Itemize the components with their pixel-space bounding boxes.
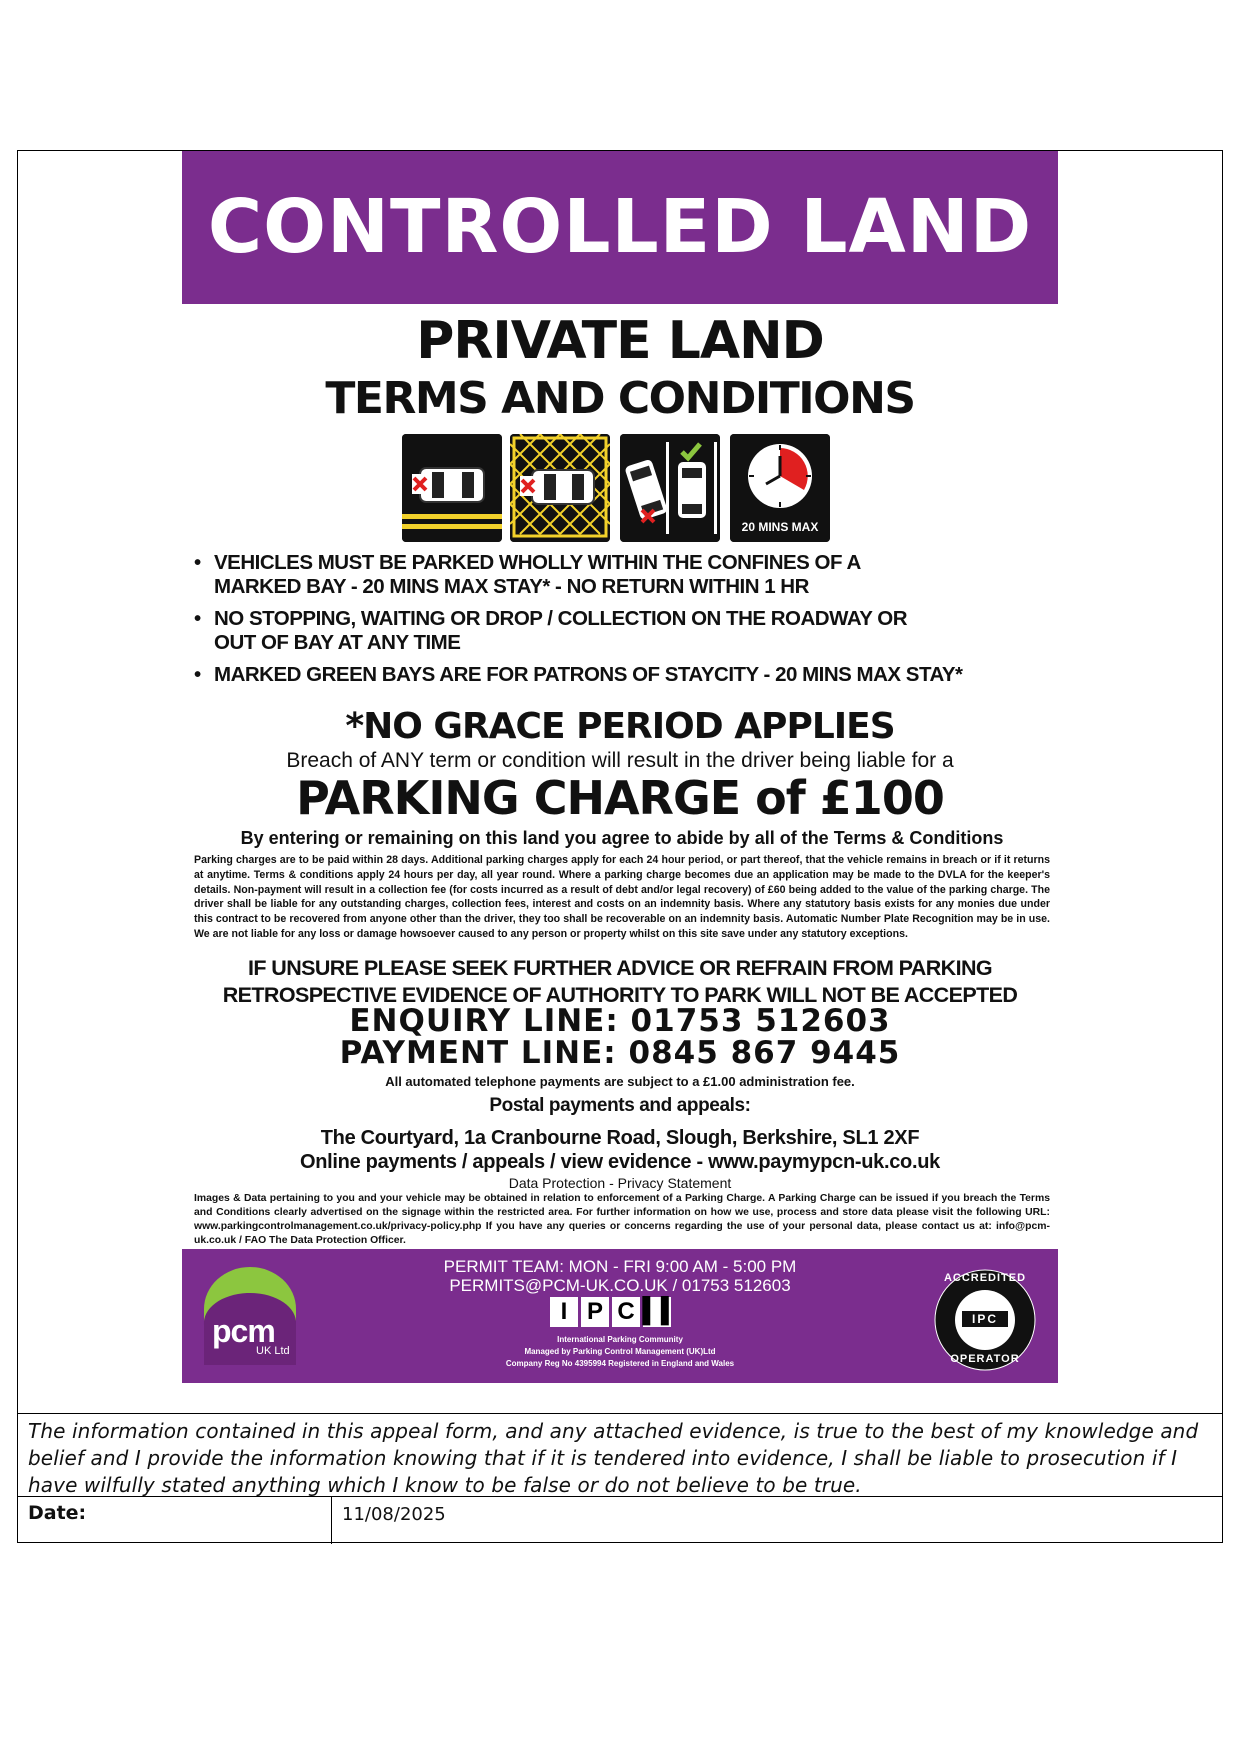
date-label: Date: <box>18 1497 332 1544</box>
accredited-ipc-text: IPC <box>971 1312 998 1326</box>
breach-text: Breach of ANY term or condition will result in the driver being liable for a <box>286 749 954 772</box>
ipc-letter-p: P <box>581 1297 609 1327</box>
entering-text: By entering or remaining on this land you agree to abide by all of the Terms & Conditions <box>240 828 1004 848</box>
private-land-heading: PRIVATE LAND <box>416 311 824 371</box>
address-block <box>182 1126 1058 1174</box>
date-value[interactable]: 11/08/2025 <box>342 1504 446 1525</box>
sign-image-cell <box>18 151 1222 1414</box>
no-grace-heading: *NO GRACE PERIOD APPLIES <box>345 706 895 747</box>
data-protection-text: Images & Data pertaining to you and your vehicle may be obtained in relation to enforcement of a Parking Charge. A Parking Charge can be issued if you breach the Terms and Conditions clearly advertised on the signage within the restricted area. For further information on how we use, process and store data please visit the following URL: www.parkingcontrolmanagement.co.uk/privacy-policy.php If you have any queries or concerns regarding the use of your personal data, please contact us at: info@pcm-uk.co.uk / FAO The Data Protection Officer. <box>194 1193 1050 1246</box>
declaration-statement: The information contained in this appeal form, and any attached evidence, is true to the best of my knowledge and belief and I provide the information knowing that if it is tendered into evidence, I shall be liable to prosecution if I have wilfully stated anything which I know to be false or do not believe to be true. <box>18 1414 1222 1497</box>
pcm-logo-text: pcm <box>212 1313 275 1349</box>
ipc-road-icon: ▍▍ <box>643 1298 680 1325</box>
footer-banner <box>182 1249 1058 1383</box>
rule-green-bays: • MARKED GREEN BAYS ARE FOR PATRONS OF STAYCITY - 20 MINS MAX STAY* <box>192 663 1052 687</box>
managed-by: Managed by Parking Control Management (UK)Ltd <box>524 1347 716 1356</box>
date-row <box>18 1497 1222 1544</box>
company-reg: Company Reg No 4395994 Registered in England and Wales <box>505 1359 735 1368</box>
parking-rule-icons <box>402 434 842 542</box>
online-payments: Online payments / appeals / view evidence - www.paymypcn-uk.co.uk <box>300 1151 940 1173</box>
rule-bay: • VEHICLES MUST BE PARKED WHOLLY WITHIN THE CONFINES OF A MARKED BAY - 20 MINS MAX STAY* - NO RETURN WITHIN 1 HR <box>192 551 894 599</box>
advice-text <box>182 955 1058 1009</box>
enquiry-line: ENQUIRY LINE: 01753 512603 <box>349 1003 891 1039</box>
ipc-subtitle: International Parking Community <box>557 1335 683 1344</box>
no-parking-yellow-lines-icon <box>402 434 502 542</box>
rule-no-stopping: • NO STOPPING, WAITING OR DROP / COLLECTION ON THE ROADWAY OR OUT OF BAY AT ANY TIME <box>192 607 934 655</box>
ipc-logo <box>550 1297 690 1331</box>
no-parking-box-junction-icon <box>510 434 610 542</box>
pcm-logo <box>198 1265 302 1371</box>
parking-charge-heading: PARKING CHARGE of £100 <box>296 771 944 825</box>
clock-20-mins-icon <box>730 434 830 542</box>
operator-text: OPERATOR <box>950 1353 1020 1365</box>
permit-team-hours: PERMIT TEAM: MON - FRI 9:00 AM - 5:00 PM <box>443 1257 797 1276</box>
unsure-line: IF UNSURE PLEASE SEEK FURTHER ADVICE OR REFRAIN FROM PARKING <box>247 956 993 980</box>
controlled-land-banner <box>182 151 1058 304</box>
fee-note: All automated telephone payments are subject to a £1.00 administration fee. <box>385 1074 855 1089</box>
retrospective-line: RETROSPECTIVE EVIDENCE OF AUTHORITY TO PARK WILL NOT BE ACCEPTED <box>222 983 1018 1007</box>
clock-label: 20 MINS MAX <box>741 520 819 534</box>
permit-contact: PERMITS@PCM-UK.CO.UK / 01753 512603 <box>449 1276 791 1295</box>
postal-heading: Postal payments and appeals: <box>489 1095 751 1116</box>
rules-list <box>192 551 1052 695</box>
accredited-operator-badge <box>934 1269 1036 1371</box>
terms-small-print: Parking charges are to be paid within 28 days. Additional parking charges apply for each 24 hour period, or part thereof, that the vehicle remains in breach or if it returns at anytime. Terms & conditions apply 24 hours per day, all year round. Where a parking charge becomes due an application may be made to the DVLA for the keeper's details. Non-payment will result in a collection fee (for costs incurred as a result of debt and/or legal recovery) of £60 being added to the value of the parking charge. The driver shall be liable for any outstanding charges, collection fees, interest and costs on an indemnity basis. Where any statutory basis exists for any monies due under this contract to be recovered from anyone other than the driver, they too shall be recoverable on an indemnity basis. Automatic Number Plate Recognition may be in use. We are not liable for any loss or damage howsoever caused to any person or property whilst on this site save under any statutory exceptions. <box>194 854 1050 940</box>
terms-heading: TERMS AND CONDITIONS <box>325 373 915 424</box>
postal-address: The Courtyard, 1a Cranbourne Road, Slough, Berkshire, SL1 2XF <box>320 1127 920 1149</box>
park-in-bay-icon <box>620 434 720 542</box>
data-protection-title: Data Protection - Privacy Statement <box>508 1175 732 1191</box>
pcm-logo-sub: UK Ltd <box>256 1345 290 1357</box>
controlled-land-title: CONTROLLED LAND <box>207 184 1033 270</box>
ipc-letter-i: I <box>550 1297 578 1327</box>
payment-line: PAYMENT LINE: 0845 867 9445 <box>339 1035 901 1071</box>
appeal-form-table <box>17 150 1223 1543</box>
accredited-text: ACCREDITED <box>943 1272 1027 1284</box>
ipc-letter-c: C <box>612 1297 640 1327</box>
parking-sign <box>182 151 1058 1414</box>
